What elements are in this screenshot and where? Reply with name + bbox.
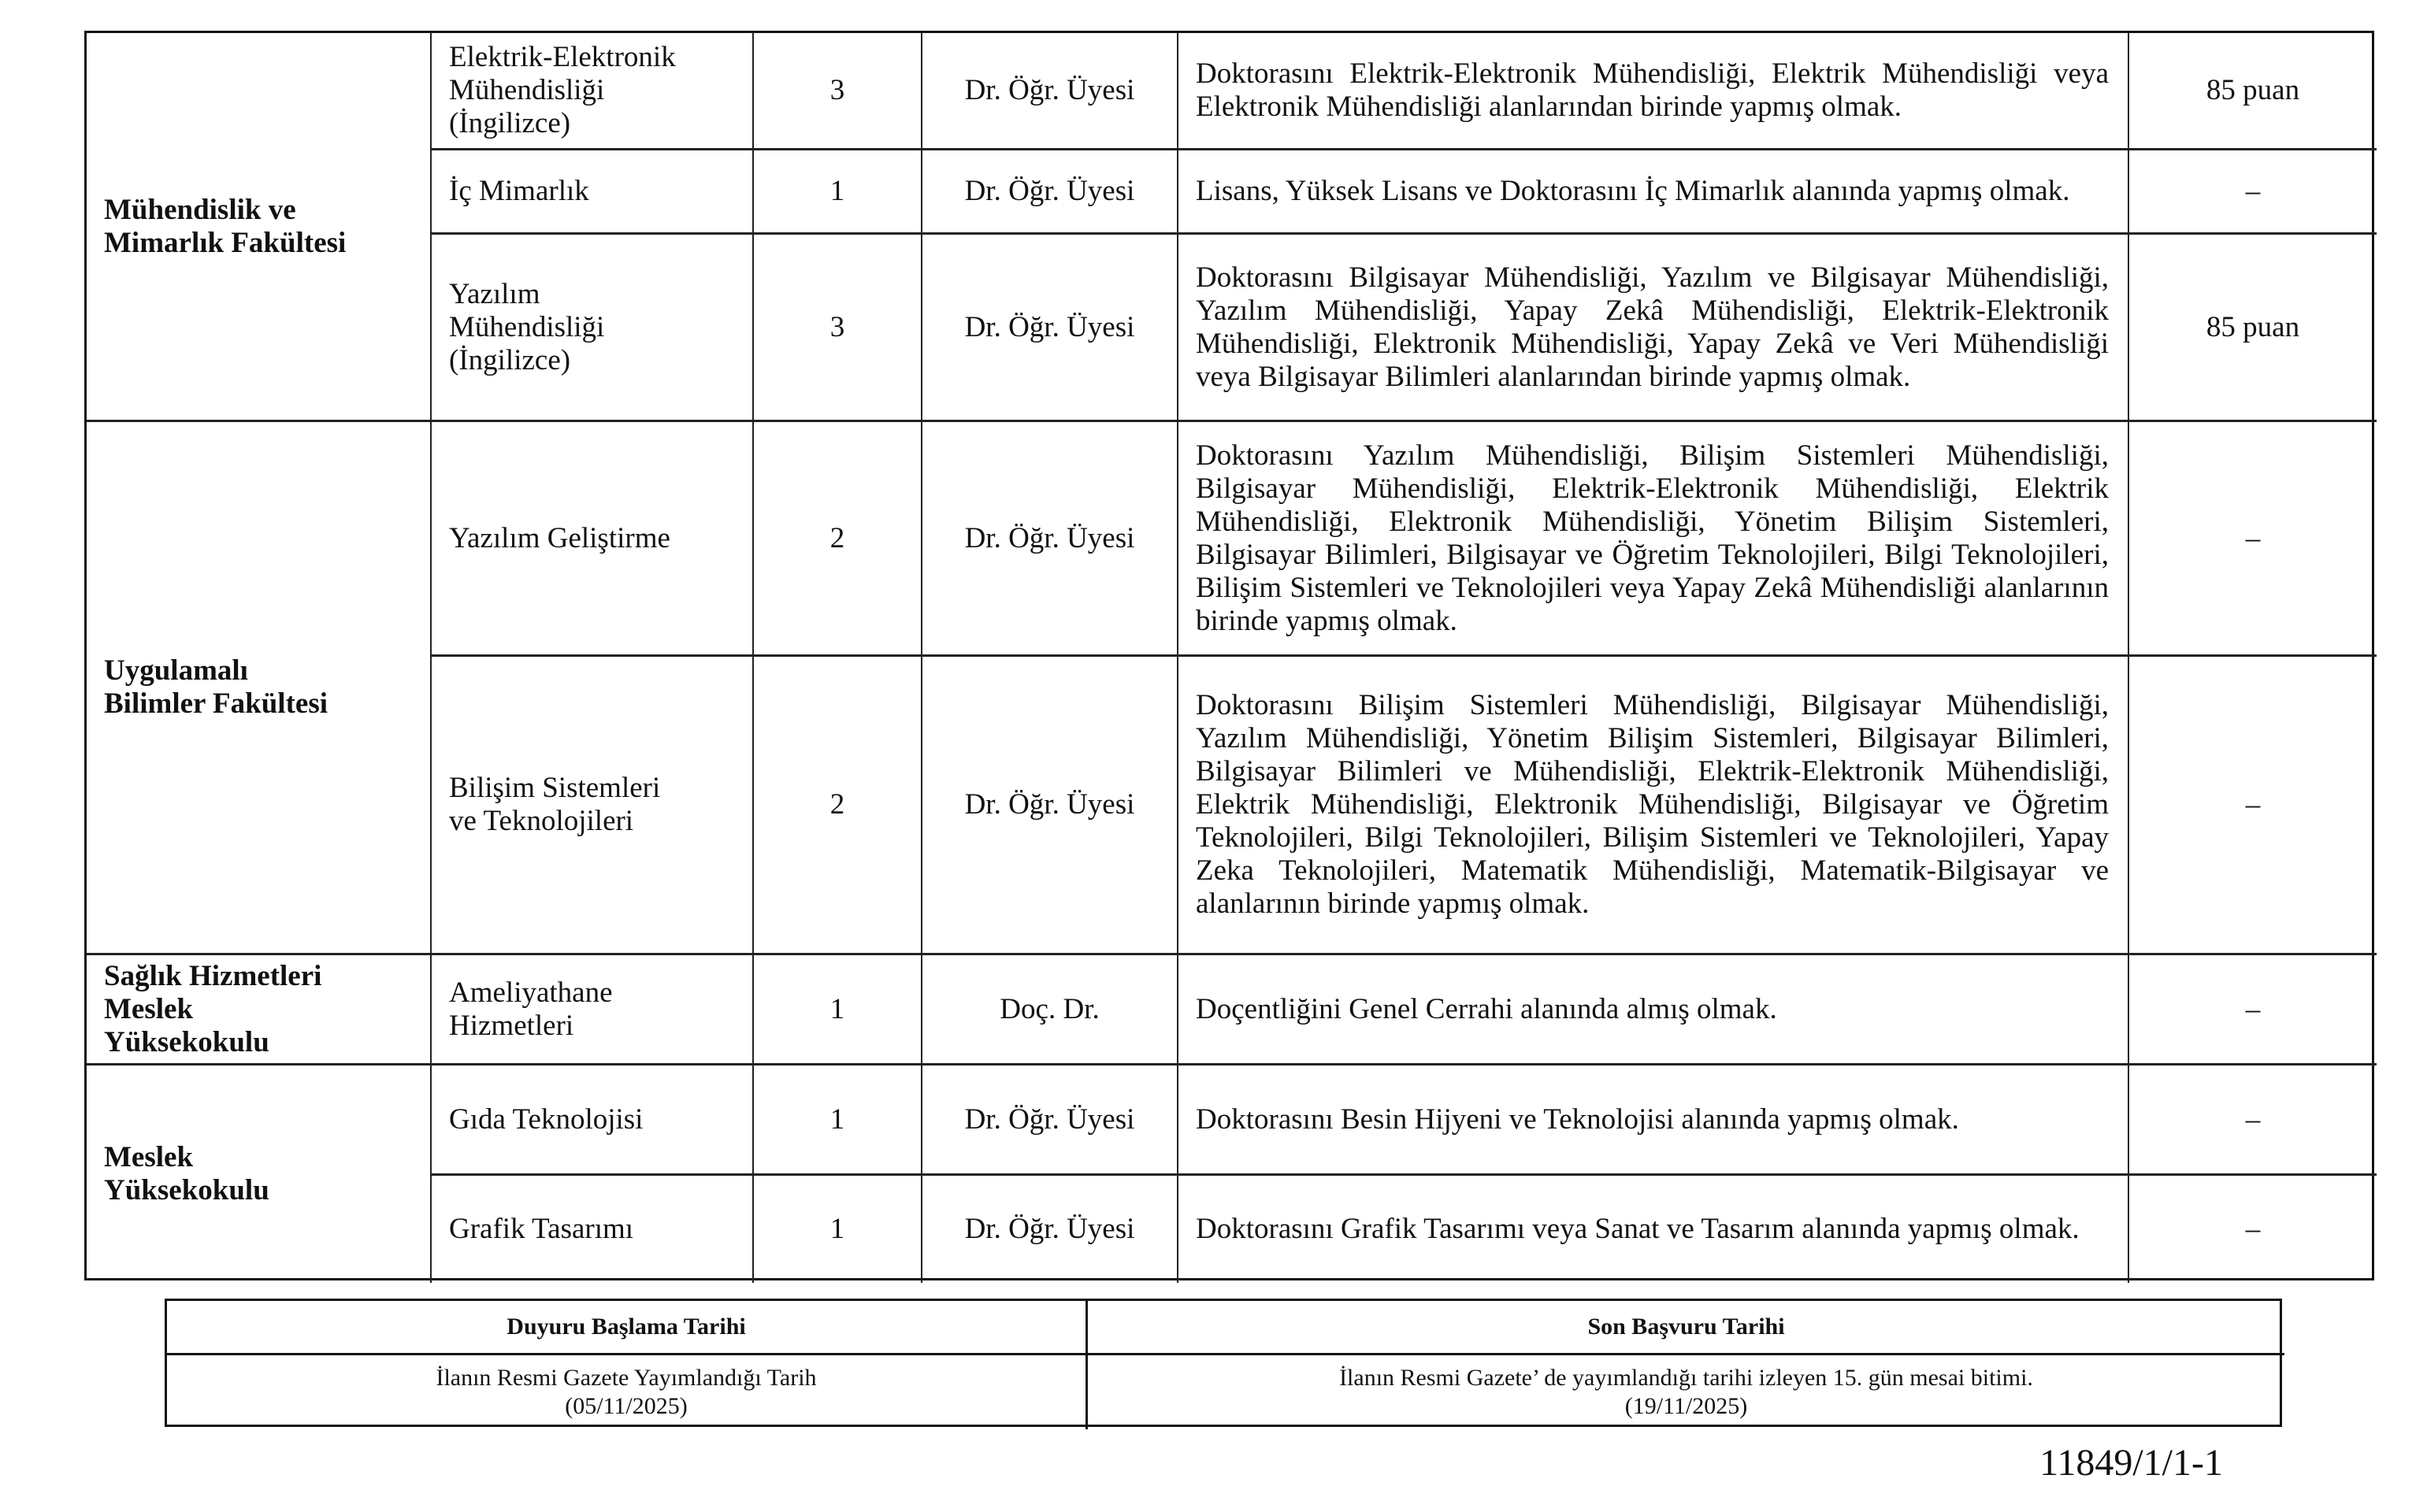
faculty-cell-muhendislik (87, 33, 432, 422)
requirement-cell (1178, 1176, 2129, 1283)
department-cell (432, 150, 754, 235)
language-score-cell: – (2129, 150, 2377, 235)
language-score-cell: – (2129, 1065, 2377, 1176)
faculty-label-line: Bilimler Fakültesi (104, 687, 328, 720)
count-cell: 2 (754, 657, 922, 955)
department-cell (432, 657, 754, 955)
faculty-cell-uygulamali (87, 422, 432, 955)
requirement-cell (1178, 1065, 2129, 1176)
language-score-cell: – (2245, 1213, 2261, 1245)
count-cell: 1 (754, 1176, 922, 1283)
count-cell: 1 (754, 150, 922, 235)
department-line: Yazılım Geliştirme (449, 521, 670, 554)
title-cell: Dr. Öğr. Üyesi (922, 657, 1178, 955)
department-cell (432, 1176, 754, 1283)
department-line: Yazılım (449, 277, 540, 310)
deadline-text: İlanın Resmi Gazete’ de yayımlandığı tarihi izleyen 15. gün mesai bitimi. (1339, 1365, 2033, 1391)
dates-table (165, 1299, 2282, 1427)
faculty-label-line: Meslek (104, 992, 194, 1025)
deadline-header: Son Başvuru Tarihi (1088, 1301, 2284, 1355)
department-line: Hizmetleri (449, 1009, 574, 1042)
requirement-text: Doktorasını Bilişim Sistemleri Mühendisliği, Bilgisayar Mühendisliği, Yazılım Mühendisliği, Yönetim Bilişim Sistemleri, Bilgisayar Bilimleri, Bilgisayar Bilimleri ve Mühendisliği, Elektrik-Elektronik Mühendisliği, Elektrik Mühendisliği, Elektronik Mühendisliği, Bilgisayar ve Öğretim Teknolojileri, Bilgi Teknolojileri, Bilişim Sistemleri ve Teknolojileri, Yapay Zeka Teknolojileri, Matematik Mühendisliği, Matematik-Bilgisayar ve alanlarının birinde yapmış olmak. (1196, 689, 2109, 920)
title-cell: Dr. Öğr. Üyesi (922, 422, 1178, 657)
count-cell: 1 (754, 955, 922, 1065)
count-cell: 1 (754, 1065, 922, 1176)
requirement-cell (1178, 955, 2129, 1065)
requirement-text: Doktorasını Bilgisayar Mühendisliği, Yazılım ve Bilgisayar Mühendisliği, Yazılım Mühendisliği, Yapay Zekâ Mühendisliği, Elektrik-Elektronik Mühendisliği, Elektronik Mühendisliği, Yapay Zekâ ve Veri Mühendisliği veya Bilgisayar Bilimleri alanlarından birinde yapmış olmak. (1196, 261, 2109, 393)
requirement-cell (1178, 150, 2129, 235)
count-cell: 3 (754, 33, 922, 150)
start-date-header: Duyuru Başlama Tarihi (167, 1301, 1088, 1355)
department-line: İç Mimarlık (449, 175, 589, 207)
requirement-text: Doktorasını Yazılım Mühendisliği, Bilişim Sistemleri Mühendisliği, Bilgisayar Mühendisliği, Elektrik-Elektronik Mühendisliği, Elektrik Mühendisliği, Elektronik Mühendisliği, Yönetim Bilişim Sistemleri, Bilgisayar Bilimleri, Bilgisayar ve Öğretim Teknolojileri, Bilgi Teknolojileri, Bilişim Sistemleri ve Teknolojileri veya Yapay Zekâ Mühendisliği alanlarının birinde yapmış olmak. (1196, 439, 2109, 637)
department-cell (432, 1065, 754, 1176)
requirement-text: Lisans, Yüksek Lisans ve Doktorasını İç Mimarlık alanında yapmış olmak. (1196, 175, 2070, 207)
faculty-label-line: Sağlık Hizmetleri (104, 959, 322, 992)
department-line: Gıda Teknolojisi (449, 1102, 644, 1136)
requirement-text: Doktorasını Elektrik-Elektronik Mühendisliği, Elektrik Mühendisliği veya Elektronik Mühendisliği alanlarından birinde yapmış olmak. (1196, 57, 2109, 123)
language-score-cell: 85 puan (2129, 33, 2377, 150)
requirement-cell (1178, 33, 2129, 150)
department-line: Elektrik-Elektronik (449, 41, 676, 73)
title-cell: Doç. Dr. (922, 955, 1178, 1065)
language-score-cell: – (2129, 657, 2377, 955)
faculty-label-line: Yüksekokulu (104, 1025, 269, 1058)
department-line: Mühendisliği (449, 74, 605, 106)
requirement-text: Doktorasını Grafik Tasarımı veya Sanat ve Tasarım alanında yapmış olmak. (1196, 1213, 2080, 1245)
deadline-cell (1088, 1355, 2284, 1429)
start-date-value: (05/11/2025) (565, 1393, 688, 1419)
department-line: Grafik Tasarımı (449, 1213, 634, 1245)
count-cell: 2 (754, 422, 922, 657)
department-cell (432, 33, 754, 150)
department-line: Ameliyathane (449, 976, 613, 1009)
department-line: Mühendisliği (449, 310, 605, 343)
department-line: Bilişim Sistemleri (449, 772, 661, 804)
faculty-label-line: Yüksekokulu (104, 1174, 269, 1206)
start-date-cell (167, 1355, 1088, 1429)
title-cell: Dr. Öğr. Üyesi (922, 1065, 1178, 1176)
language-score-cell: 85 puan (2129, 235, 2377, 422)
positions-table (84, 31, 2374, 1280)
title-cell: Dr. Öğr. Üyesi (922, 235, 1178, 422)
start-date-text: İlanın Resmi Gazete Yayımlandığı Tarih (436, 1365, 817, 1391)
count-cell: 3 (754, 235, 922, 422)
requirement-text: Doçentliğini Genel Cerrahi alanında almış olmak. (1196, 992, 1777, 1025)
department-line: ve Teknolojileri (449, 805, 634, 837)
deadline-value: (19/11/2025) (1624, 1393, 1748, 1419)
department-cell (432, 422, 754, 657)
requirement-text: Doktorasını Besin Hijyeni ve Teknolojisi alanında yapmış olmak. (1196, 1102, 1959, 1136)
department-cell (432, 235, 754, 422)
language-score-cell: – (2129, 955, 2377, 1065)
language-score-cell: – (2129, 422, 2377, 657)
faculty-cell-meslek (87, 1065, 432, 1283)
faculty-label-line: Uygulamalı (104, 654, 248, 687)
requirement-cell (1178, 235, 2129, 422)
department-line: (İngilizce) (449, 107, 571, 139)
requirement-cell (1178, 657, 2129, 955)
title-cell: Dr. Öğr. Üyesi (922, 150, 1178, 235)
page-code: 11849/1/1-1 (2039, 1442, 2223, 1484)
requirement-cell (1178, 422, 2129, 657)
faculty-label-line: Meslek (104, 1141, 194, 1173)
title-cell: Dr. Öğr. Üyesi (922, 1176, 1178, 1283)
department-cell (432, 955, 754, 1065)
faculty-label-line: Mimarlık Fakültesi (104, 226, 347, 259)
faculty-label-line: Mühendislik ve (104, 193, 296, 226)
title-cell: Dr. Öğr. Üyesi (922, 33, 1178, 150)
faculty-cell-saglik (87, 955, 432, 1065)
department-line: (İngilizce) (449, 343, 571, 376)
